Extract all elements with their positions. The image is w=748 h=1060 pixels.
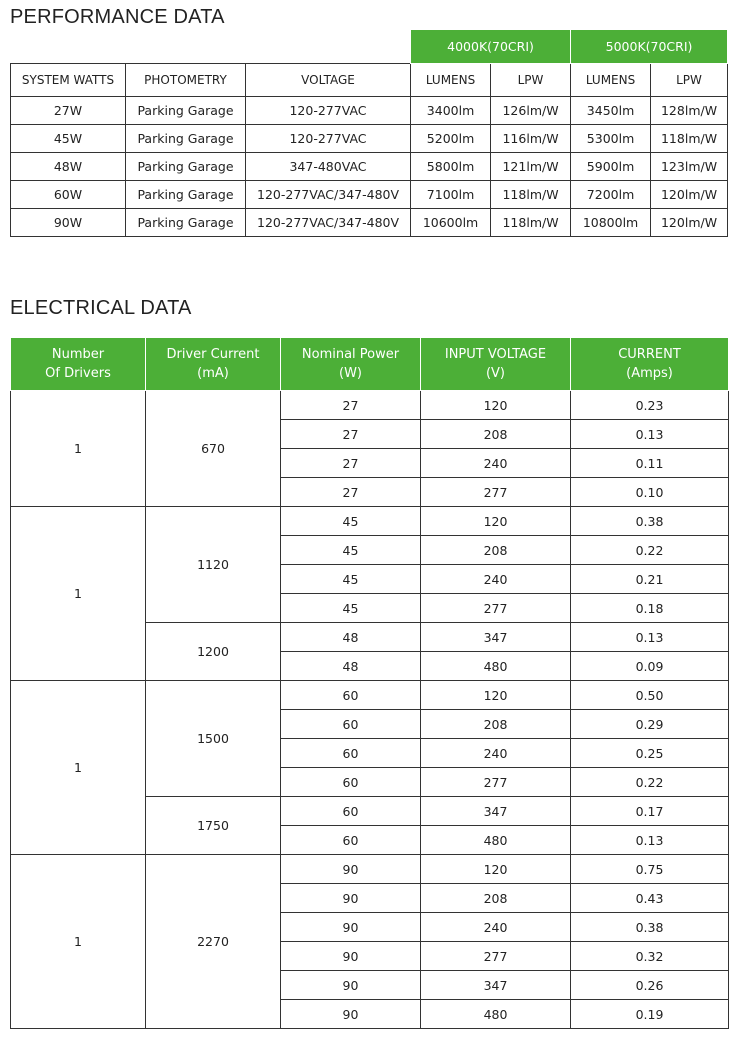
cell-input-voltage: 208 — [421, 710, 571, 739]
cell-input-voltage: 347 — [421, 623, 571, 652]
cell-driver-current: 670 — [146, 391, 281, 507]
header-input-voltage — [421, 338, 571, 391]
cell-current-amps: 0.38 — [571, 507, 729, 536]
cell-input-voltage: 240 — [421, 913, 571, 942]
performance-row — [11, 209, 728, 237]
header-line: Nominal Power — [301, 347, 400, 362]
cell-nominal-power: 60 — [281, 797, 421, 826]
cell-lpw-5000k: 118lm/W — [651, 125, 728, 153]
cell-current-amps: 0.32 — [571, 942, 729, 971]
electrical-header-row — [11, 338, 729, 391]
cell-photometry: Parking Garage — [126, 125, 246, 153]
performance-data-title: PERFORMANCE DATA — [10, 6, 225, 28]
cell-nominal-power: 45 — [281, 565, 421, 594]
cell-nominal-power: 90 — [281, 913, 421, 942]
cell-driver-current: 1500 — [146, 681, 281, 797]
cell-lumens-4000k: 7100lm — [411, 181, 491, 209]
header-line: Number — [51, 347, 105, 362]
header-system-watts: SYSTEM WATTS — [11, 64, 126, 97]
cell-input-voltage: 480 — [421, 1000, 571, 1029]
cell-number-of-drivers: 1 — [11, 507, 146, 681]
header-photometry: PHOTOMETRY — [126, 64, 246, 97]
header-line: (Amps) — [626, 366, 673, 381]
performance-row — [11, 181, 728, 209]
electrical-row — [11, 507, 729, 536]
cell-nominal-power: 90 — [281, 971, 421, 1000]
cell-system-watts: 27W — [11, 97, 126, 125]
cell-lumens-5000k: 3450lm — [571, 97, 651, 125]
performance-table — [10, 29, 728, 237]
cell-photometry: Parking Garage — [126, 209, 246, 237]
cell-current-amps: 0.09 — [571, 652, 729, 681]
cell-lumens-4000k: 5800lm — [411, 153, 491, 181]
cell-current-amps: 0.19 — [571, 1000, 729, 1029]
cell-lpw-5000k: 120lm/W — [651, 181, 728, 209]
cell-driver-current: 2270 — [146, 855, 281, 1029]
cell-nominal-power: 60 — [281, 826, 421, 855]
cell-system-watts: 48W — [11, 153, 126, 181]
cell-driver-current: 1750 — [146, 797, 281, 855]
header-line: (mA) — [197, 366, 229, 381]
cell-input-voltage: 240 — [421, 449, 571, 478]
header-number-of-drivers — [11, 338, 146, 391]
cell-input-voltage: 277 — [421, 594, 571, 623]
performance-row — [11, 153, 728, 181]
cell-current-amps: 0.75 — [571, 855, 729, 884]
cell-current-amps: 0.22 — [571, 536, 729, 565]
cell-lpw-5000k: 123lm/W — [651, 153, 728, 181]
cell-lumens-4000k: 3400lm — [411, 97, 491, 125]
cell-nominal-power: 27 — [281, 391, 421, 420]
header-lpw-5000k: LPW — [651, 64, 728, 97]
performance-row — [11, 97, 728, 125]
cell-input-voltage: 240 — [421, 739, 571, 768]
header-lpw-4000k: LPW — [491, 64, 571, 97]
electrical-row — [11, 855, 729, 884]
header-voltage: VOLTAGE — [246, 64, 411, 97]
cell-system-watts: 60W — [11, 181, 126, 209]
cell-current-amps: 0.13 — [571, 420, 729, 449]
cell-lpw-4000k: 126lm/W — [491, 97, 571, 125]
cell-lumens-5000k: 5900lm — [571, 153, 651, 181]
cell-lpw-5000k: 120lm/W — [651, 209, 728, 237]
header-line: Driver Current — [166, 347, 260, 362]
cell-current-amps: 0.26 — [571, 971, 729, 1000]
cct-spacer — [11, 30, 411, 64]
cell-lpw-5000k: 128lm/W — [651, 97, 728, 125]
cell-lumens-4000k: 10600lm — [411, 209, 491, 237]
cell-input-voltage: 208 — [421, 420, 571, 449]
cell-photometry: Parking Garage — [126, 153, 246, 181]
cell-nominal-power: 45 — [281, 536, 421, 565]
header-current-amps — [571, 338, 729, 391]
header-line: CURRENT — [618, 347, 681, 362]
cell-system-watts: 45W — [11, 125, 126, 153]
cell-current-amps: 0.18 — [571, 594, 729, 623]
cell-nominal-power: 48 — [281, 623, 421, 652]
cell-driver-current: 1120 — [146, 507, 281, 623]
performance-row — [11, 125, 728, 153]
cell-input-voltage: 277 — [421, 768, 571, 797]
cell-nominal-power: 45 — [281, 594, 421, 623]
cell-driver-current: 1200 — [146, 623, 281, 681]
cell-voltage: 120-277VAC/347-480V — [246, 209, 411, 237]
cell-lumens-5000k: 10800lm — [571, 209, 651, 237]
header-line: Of Drivers — [45, 366, 111, 381]
header-lumens-4000k: LUMENS — [411, 64, 491, 97]
cell-voltage: 120-277VAC — [246, 125, 411, 153]
cell-voltage: 120-277VAC — [246, 97, 411, 125]
cell-nominal-power: 60 — [281, 768, 421, 797]
cell-current-amps: 0.25 — [571, 739, 729, 768]
cell-nominal-power: 90 — [281, 884, 421, 913]
electrical-table — [10, 337, 729, 1029]
cell-nominal-power: 60 — [281, 739, 421, 768]
cell-input-voltage: 120 — [421, 855, 571, 884]
header-nominal-power — [281, 338, 421, 391]
cell-current-amps: 0.29 — [571, 710, 729, 739]
cell-input-voltage: 120 — [421, 507, 571, 536]
performance-header-row — [11, 64, 728, 97]
cell-input-voltage: 208 — [421, 536, 571, 565]
header-line: (W) — [339, 366, 362, 381]
cell-number-of-drivers: 1 — [11, 391, 146, 507]
electrical-row — [11, 391, 729, 420]
cell-current-amps: 0.13 — [571, 826, 729, 855]
cell-number-of-drivers: 1 — [11, 681, 146, 855]
cell-current-amps: 0.11 — [571, 449, 729, 478]
header-line: (V) — [485, 366, 506, 381]
cell-input-voltage: 208 — [421, 884, 571, 913]
cell-photometry: Parking Garage — [126, 181, 246, 209]
cell-input-voltage: 480 — [421, 652, 571, 681]
cell-input-voltage: 120 — [421, 391, 571, 420]
cct-4000k-header: 4000K(70CRI) — [411, 30, 571, 64]
cell-current-amps: 0.43 — [571, 884, 729, 913]
cell-current-amps: 0.23 — [571, 391, 729, 420]
cell-voltage: 120-277VAC/347-480V — [246, 181, 411, 209]
electrical-data-title: ELECTRICAL DATA — [10, 297, 192, 319]
cell-current-amps: 0.17 — [571, 797, 729, 826]
cell-nominal-power: 90 — [281, 855, 421, 884]
cell-input-voltage: 480 — [421, 826, 571, 855]
cell-nominal-power: 45 — [281, 507, 421, 536]
cell-lumens-4000k: 5200lm — [411, 125, 491, 153]
cell-nominal-power: 90 — [281, 1000, 421, 1029]
cell-input-voltage: 120 — [421, 681, 571, 710]
cell-nominal-power: 27 — [281, 478, 421, 507]
cell-lpw-4000k: 121lm/W — [491, 153, 571, 181]
electrical-table-body — [11, 391, 729, 1029]
cell-current-amps: 0.22 — [571, 768, 729, 797]
cell-photometry: Parking Garage — [126, 97, 246, 125]
cell-current-amps: 0.38 — [571, 913, 729, 942]
cell-lumens-5000k: 7200lm — [571, 181, 651, 209]
cell-input-voltage: 277 — [421, 942, 571, 971]
cell-lpw-4000k: 118lm/W — [491, 209, 571, 237]
cell-lpw-4000k: 118lm/W — [491, 181, 571, 209]
cell-input-voltage: 277 — [421, 478, 571, 507]
cell-voltage: 347-480VAC — [246, 153, 411, 181]
cell-nominal-power: 60 — [281, 710, 421, 739]
cell-nominal-power: 27 — [281, 449, 421, 478]
cell-current-amps: 0.50 — [571, 681, 729, 710]
cell-nominal-power: 27 — [281, 420, 421, 449]
cell-input-voltage: 347 — [421, 971, 571, 1000]
cell-lumens-5000k: 5300lm — [571, 125, 651, 153]
header-line: INPUT VOLTAGE — [444, 347, 547, 362]
cell-system-watts: 90W — [11, 209, 126, 237]
header-lumens-5000k: LUMENS — [571, 64, 651, 97]
cct-5000k-header: 5000K(70CRI) — [571, 30, 728, 64]
header-driver-current — [146, 338, 281, 391]
cell-nominal-power: 60 — [281, 681, 421, 710]
cell-input-voltage: 240 — [421, 565, 571, 594]
cell-input-voltage: 347 — [421, 797, 571, 826]
cell-nominal-power: 48 — [281, 652, 421, 681]
cell-nominal-power: 90 — [281, 942, 421, 971]
cell-lpw-4000k: 116lm/W — [491, 125, 571, 153]
cell-current-amps: 0.21 — [571, 565, 729, 594]
cell-number-of-drivers: 1 — [11, 855, 146, 1029]
cell-current-amps: 0.13 — [571, 623, 729, 652]
cct-header-row — [11, 30, 728, 64]
performance-table-body — [11, 97, 728, 237]
cell-current-amps: 0.10 — [571, 478, 729, 507]
electrical-row — [11, 681, 729, 710]
